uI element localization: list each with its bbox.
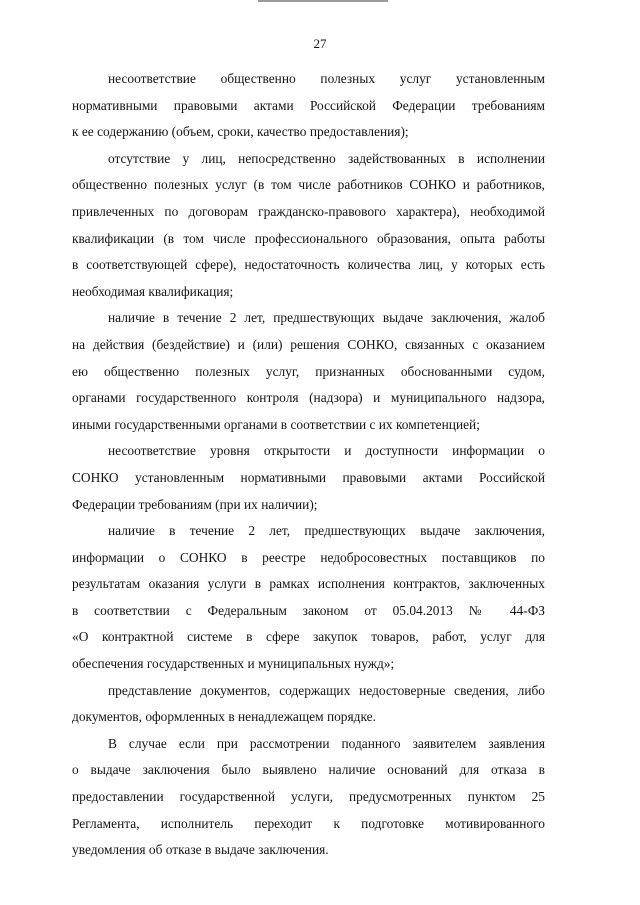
text-line: иными государственными органами в соответствии с их компетенцией; [72,416,480,432]
text-line: о выдаче заключения было выявлено наличие оснований для отказа в [72,762,545,778]
text-line: ею общественно полезных услуг, признанных обоснованными судом, [72,363,545,379]
text-line: информации о СОНКО в реестре недобросовестных поставщиков по [72,549,545,565]
text-line: к ее содержанию (объем, сроки, качество предоставления); [72,124,409,140]
text-line: «О контрактной системе в сфере закупок товаров, работ, услуг для [72,629,545,645]
text-line: представление документов, содержащих недостоверные сведения, либо [108,682,545,698]
paragraph-6 [72,678,545,731]
text-line: в соответствующей сфере), недостаточность количества лиц, у которых есть [72,257,545,273]
text-line: нормативными правовыми актами Российской Федерации требованиям [72,97,545,113]
text-line: предоставлении государственной услуги, предусмотренных пунктом 25 [72,789,545,805]
top-scan-edge [258,0,388,2]
text-line: квалификации (в том числе профессионального образования, опыта работы [72,230,545,246]
paragraph-3 [72,305,545,438]
text-line: на действия (бездействие) и (или) решения СОНКО, связанных с оказанием [72,336,545,352]
text-line: обеспечения государственных и муниципальных нужд»; [72,656,395,672]
paragraph-5 [72,518,545,678]
text-line: Регламента, исполнитель переходит к подготовке мотивированного [72,815,545,831]
text-line: наличие в течение 2 лет, предшествующих выдаче заключения, [108,523,545,539]
text-line: СОНКО установленным нормативными правовыми актами Российской [72,469,545,485]
text-line: уведомления об отказе в выдаче заключения. [72,842,329,858]
page-number: 27 [313,36,327,51]
text-line: Федерации требованиям (при их наличии); [72,496,318,512]
text-line: результатам оказания услуги в рамках исполнения контрактов, заключенных [72,576,545,592]
paragraph-2 [72,146,545,306]
text-line: несоответствие общественно полезных услуг установленным [108,71,545,86]
text-line: привлеченных по договорам гражданско-правового характера), необходимой [72,203,545,219]
text-line: наличие в течение 2 лет, предшествующих выдаче заключения, жалоб [108,310,545,326]
text-line: в соответствии с Федеральным законом от 05.04.2013 № 44-ФЗ [72,602,545,618]
paragraph-1 [72,66,545,146]
text-line: общественно полезных услуг (в том числе работников СОНКО и работников, [72,177,545,193]
text-line: отсутствие у лиц, непосредственно задействованных в исполнении [108,150,545,166]
text-line: несоответствие уровня открытости и доступности информации о [108,443,545,459]
text-line: документов, оформленных в ненадлежащем порядке. [72,709,376,725]
text-line: органами государственного контроля (надзора) и муниципального надзора, [72,390,545,406]
text-line: В случае если при рассмотрении поданного заявителем заявления [108,735,545,751]
document-body [72,66,545,864]
paragraph-4 [72,438,545,518]
paragraph-7 [72,731,545,864]
text-line: необходимая квалификация; [72,283,234,299]
